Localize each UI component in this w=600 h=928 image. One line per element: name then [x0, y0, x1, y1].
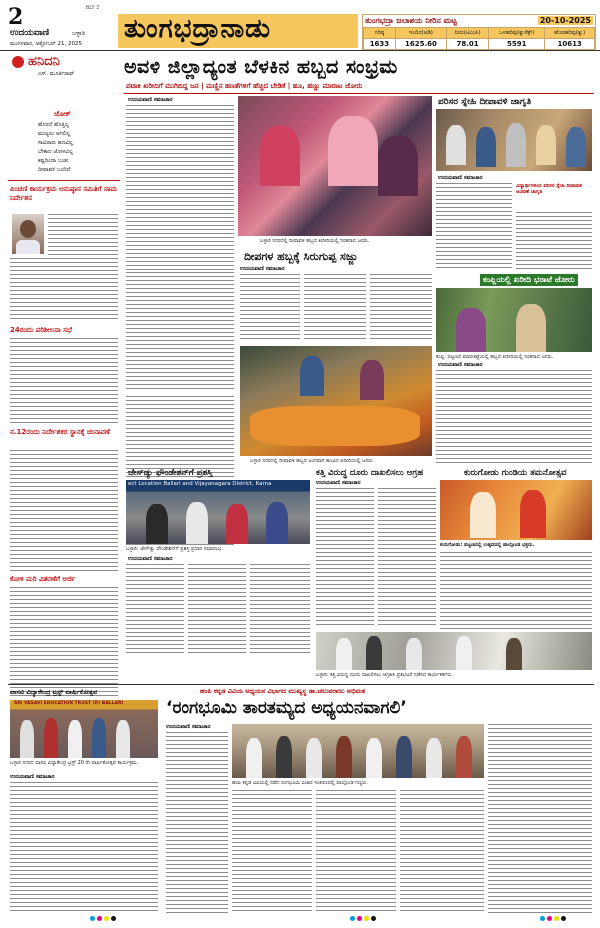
jaycees-title: ಜೇಸ್‌ಡ್ಯು ಫೌಂಡೇಶನ್‌ಗೆ ಪ್ರಶಸ್ತಿ: [128, 468, 213, 478]
katti-photo: [316, 632, 592, 670]
bottom-headline: ‘ರಂಗಭೂಮಿ ತಾರತಮ್ಯದ ಅಧ್ಯಯನವಾಗಲಿ’: [166, 698, 407, 718]
body-text: [250, 564, 310, 656]
body-text: [378, 488, 436, 628]
registration-marks: [90, 916, 120, 922]
joke-line: ದೀಪಾವಳಿ ಬಂದಿದೆ: [38, 167, 71, 173]
paper-name: ಉದಯವಾಣಿ: [10, 28, 50, 38]
left-story-title: 24ರಂದು ಪರಿಶೀಲನಾ ಸಭೆ: [10, 326, 72, 334]
photo-caption: ಬಳ್ಳಾರಿ ನಗರದಲ್ಲಿ ದೀಪಾವಳಿ ಹಬ್ಬದ ಖರೀದಿಯಲ್ಲಿ ನಿರತರಾದ ಜನರು.: [260, 238, 370, 244]
body-text: [166, 732, 228, 914]
date-line: ಮಂಗಳವಾರ, ಅಕ್ಟೋಬರ್ 21, 2025: [10, 41, 82, 47]
byline: ಉದಯವಾಣಿ ಸಮಾಚಾರ: [438, 362, 483, 368]
honey-title: ಹನಿದನಿ: [28, 54, 60, 69]
main-headline: ಅವಳಿ ಜಿಲ್ಲಾದ್ಯಂತ ಬೆಳಕಿನ ಹಬ್ಬದ ಸಂಭ್ರಮ: [124, 56, 398, 78]
body-text: [316, 790, 396, 914]
right-photo-students: [436, 109, 592, 171]
byline: ಉದಯವಾಣಿ ಸಮಾಚಾರ: [10, 774, 55, 780]
byline: ಉದಯವಾಣಿ ಸಮಾಚಾರ: [128, 97, 173, 103]
portrait-photo: [12, 214, 44, 254]
jaycees-photo: [126, 480, 310, 544]
page-number: 2: [8, 4, 24, 30]
edition-code: BLY 2: [86, 5, 100, 11]
deepa-title: ದೀಪಗಳ ಹಬ್ಬಕ್ಕೆ ಸಿರುಗುಪ್ಪ ಸಜ್ಜು: [244, 250, 358, 263]
dam-value-cell: 10613: [545, 39, 595, 50]
divider: [8, 180, 120, 181]
bottom-kicker: ಹಂಪಿ ಕನ್ನಡ ವಿವಿಯ ಅಧ್ಯಯನ ವಿಭಾಗದ ಮುಖ್ಯಸ್ಥ ಡಾ.ಚಲುವರಾಜು ಅಭಿಮತ: [200, 687, 366, 695]
body-text: [240, 274, 300, 342]
body-text: [10, 587, 118, 697]
honey-author: ಎಸ್. ಮೂರ್ತಿರಾವ್: [38, 71, 75, 77]
dam-header-cell: ನೀರು(ಟಿಎಂಸಿ): [447, 28, 489, 39]
masthead: [0, 0, 600, 48]
right-story-title: ಪರಿಸರ ಸ್ನೇಹಿ ದೀಪಾವಳಿ ಜಾಗೃತಿ: [438, 97, 532, 107]
dam-value-cell: 5591: [489, 39, 545, 50]
body-text: [126, 564, 184, 656]
byline: ಉದಯವಾಣಿ ಸಮಾಚಾರ: [128, 556, 173, 562]
body-text: [488, 724, 592, 914]
body-text: [232, 790, 312, 914]
body-text: [436, 183, 512, 269]
body-text: [126, 105, 234, 270]
dam-value-cell: 1633: [364, 39, 396, 50]
joke-line: ಕಷ್ಟದಿಂದಾ ಬಂತು: [38, 158, 69, 164]
right-story-title: ಕಂಪ್ಲಿಯಲ್ಲಿ ಖರೀದಿ ಭರಾಟೆ ಜೋರು: [480, 274, 578, 286]
dam-header-cell: ಗರಿಷ್ಠ: [364, 28, 396, 39]
dam-value-cell: 78.01: [447, 39, 489, 50]
vasavi-photo: [10, 700, 158, 758]
dam-value-row: [364, 39, 595, 50]
main-photo-shopping: [238, 96, 432, 236]
body-text: [304, 274, 366, 342]
photo-caption: ಬಳ್ಳಾರಿ: ಜೇಸ್‌ಡ್ಯು ಫೌಂಡೇಶನ್‌ಗೆ ಪ್ರಶಸ್ತಿ ಪ್ರದಾನ ಸಮಾರಂಭ.: [126, 546, 223, 552]
vasavi-title: ವಾಸವಿ ವಿದ್ಯಾಕೇಂದ್ರ ಟ್ರಸ್ಟ್ ವಾರ್ಷಿಕೋತ್ಸವ: [10, 688, 98, 696]
masthead-rule: [0, 50, 600, 51]
dam-value-cell: 1625.60: [395, 39, 446, 50]
left-story-title: ನ.12ರಂದು ನಿರ್ದೇಶಕರ ಸ್ಥಾನಕ್ಕೆ ಚುನಾವಣೆ: [10, 428, 111, 436]
photo-caption: ಬಳ್ಳಾರಿ ನಗರದಲ್ಲಿ ದೀಪಾವಳಿ ಹಬ್ಬದ ಅಂಗವಾಗಿ ಹೂವಿನ ಖರೀದಿಯಲ್ಲಿ ಜನರು.: [250, 458, 374, 464]
joke-line: ಹೊರದೆ ಹೊತ್ತಿಲ್ಲ: [38, 122, 70, 128]
right-photo-festival: [440, 480, 592, 540]
right-photo-caption: ಕುರುಗೋಡು: ಪಟ್ಟಣದಲ್ಲಿ ಉತ್ಸವದಲ್ಲಿ ಪಾಲ್ಗೊಂಡ ಭಕ್ತರು.: [440, 542, 535, 548]
dam-header-cell: ಒಳಹರಿವು(ಕ್ಯುಸೆಕ್ಸ್): [489, 28, 545, 39]
joke-line: ಬೇಕಾದ ಜೋಳವಿಲ್ಲ: [38, 149, 74, 155]
right-photo-market: [436, 288, 592, 352]
katti-title: ಕತ್ತಿ ವಿರುದ್ಧ ದೂರು ದಾಖಲಿಸಲು ಆಗ್ರಹ: [316, 468, 424, 478]
right-story-title: ಕುರುಗೋಡು ಗುಂಡಿಯ ತಮನೋತ್ಸವ: [464, 468, 567, 478]
dam-title: ತುಂಗಭದ್ರಾ ಜಲಾಶಯ ನೀರಿನ ಮಟ್ಟ: [365, 16, 457, 25]
bottom-rule: [8, 684, 594, 685]
byline: ಉದಯವಾಣಿ ಸಮಾಚಾರ: [240, 266, 285, 272]
body-text: [436, 370, 592, 464]
jaycees-banner: ect Location Ballari and Vijayanagara District, Karna: [128, 481, 272, 487]
right-photo-caption: ವಿದ್ಯಾರ್ಥಿಗಳಿಂದ ಪರಿಸರ ಸ್ನೇಹಿ ದೀಪಾವಳಿ ಆಚರಣೆ ಜಾಗೃತಿ: [516, 183, 582, 195]
byline: ಉದಯವಾಣಿ ಸಮಾಚಾರ: [166, 724, 211, 730]
dam-header-cell: ಇಂದಿನ(ಅಡಿ): [395, 28, 446, 39]
left-story-title: ಕೋಳಿ ಮರಿ ವಿತರಣೆಗೆ ಅರ್ಜಿ: [10, 575, 76, 583]
right-photo-caption: ಕಂಪ್ಲಿ: ಪಟ್ಟಣದ ಮಾರುಕಟ್ಟೆಯಲ್ಲಿ ಹಬ್ಬದ ಖರೀದಿಯಲ್ಲಿ ನಿರತರಾದ ಜನರು.: [436, 354, 554, 360]
left-story-title: ಪಿಂಚಣಿ ಕಾರ್ಯಕ್ರಮ ಅನುಷ್ಠಾನ ಸಮಿತಿಗೆ ನಾಮ ನಿರ್ದೇಶನ: [10, 185, 117, 202]
main-photo-flowers: [240, 346, 432, 456]
body-text: [10, 258, 118, 322]
dam-date: 20-10-2025: [539, 16, 591, 25]
body-text: [370, 274, 432, 342]
photo-caption: ಹಂಪಿ ಕನ್ನಡ ವಿವಿಯಲ್ಲಿ ನಡೆದ ರಂಗಭೂಮಿ ವಿಚಾರ ಸಂಕಿರಣದಲ್ಲಿ ಪಾಲ್ಗೊಂಡ ಗಣ್ಯರು.: [232, 780, 368, 786]
photo-caption: ಬಳ್ಳಾರಿ ನಗರದ ವಾಸವಿ ವಿದ್ಯಾಕೇಂದ್ರ ಟ್ರಸ್ಟ್ 20 ನೇ ವಾರ್ಷಿಕೋತ್ಸವ ಕಾರ್ಯಕ್ರಮ.: [10, 760, 139, 766]
body-text: [188, 564, 246, 656]
body-text: [48, 214, 118, 256]
byline: ಉದಯವಾಣಿ ಸಮಾಚಾರ: [438, 175, 483, 181]
paper-city: ಬಳ್ಳಾರಿ: [72, 30, 85, 37]
section-title: ತುಂಗಭದ್ರಾನಾಡು: [124, 14, 271, 44]
vasavi-banner: SRI VASAVI EDUCATION TRUST (R) BALLARI: [14, 701, 124, 706]
headline-rule: [124, 93, 594, 94]
honey-logo: [12, 56, 24, 68]
main-subheadline: ಪಟಾಕಿ ಖರೀದಿಗೆ ಮುಗಿಬಿದ್ದ ಜನ | ಮಣ್ಣಿನ ಹಣತೆಗಳಿಗೆ ಹೆಚ್ಚಿದ ಬೇಡಿಕೆ | ಹೂ, ಹಣ್ಣು ಮಾರಾಟ ಜೋರು: [126, 82, 363, 90]
dam-level-box: [362, 14, 596, 50]
dam-stats-table: [363, 27, 595, 50]
dam-header-row: [364, 28, 595, 39]
body-text: [516, 212, 592, 269]
portrait-face-icon: [20, 220, 36, 238]
joke-box: [12, 120, 116, 180]
body-text: [126, 272, 234, 392]
body-text: [400, 790, 484, 914]
body-text: [10, 338, 118, 424]
body-text: [10, 450, 118, 572]
joke-head: ಜೋಕ್: [54, 110, 71, 118]
body-text: [316, 488, 374, 628]
registration-marks: [350, 916, 380, 922]
dam-header-cell: ಹೊರಹರಿವು(ಕ್ಯು): [545, 28, 595, 39]
joke-line: ಮುಟ್ಟಲು ಆಗಲಿಲ್ಲ: [38, 131, 71, 137]
registration-marks: [540, 916, 570, 922]
bottom-photo: [232, 724, 484, 778]
joke-line: ಸಾವಿರಾರು ಹಣವಿಲ್ಲ: [38, 140, 74, 146]
body-text: [10, 782, 158, 914]
photo-caption: ಬಳ್ಳಾರಿ: ಕತ್ತಿ ವಿರುದ್ಧ ದೂರು ದಾಖಲಿಸಲು ಆಗ್ರಹಿಸಿ ಪ್ರತಿಭಟನೆ ನಡೆಸಿದ ಕಾರ್ಯಕರ್ತರು.: [316, 672, 453, 678]
byline: ಉದಯವಾಣಿ ಸಮಾಚಾರ: [316, 480, 361, 486]
